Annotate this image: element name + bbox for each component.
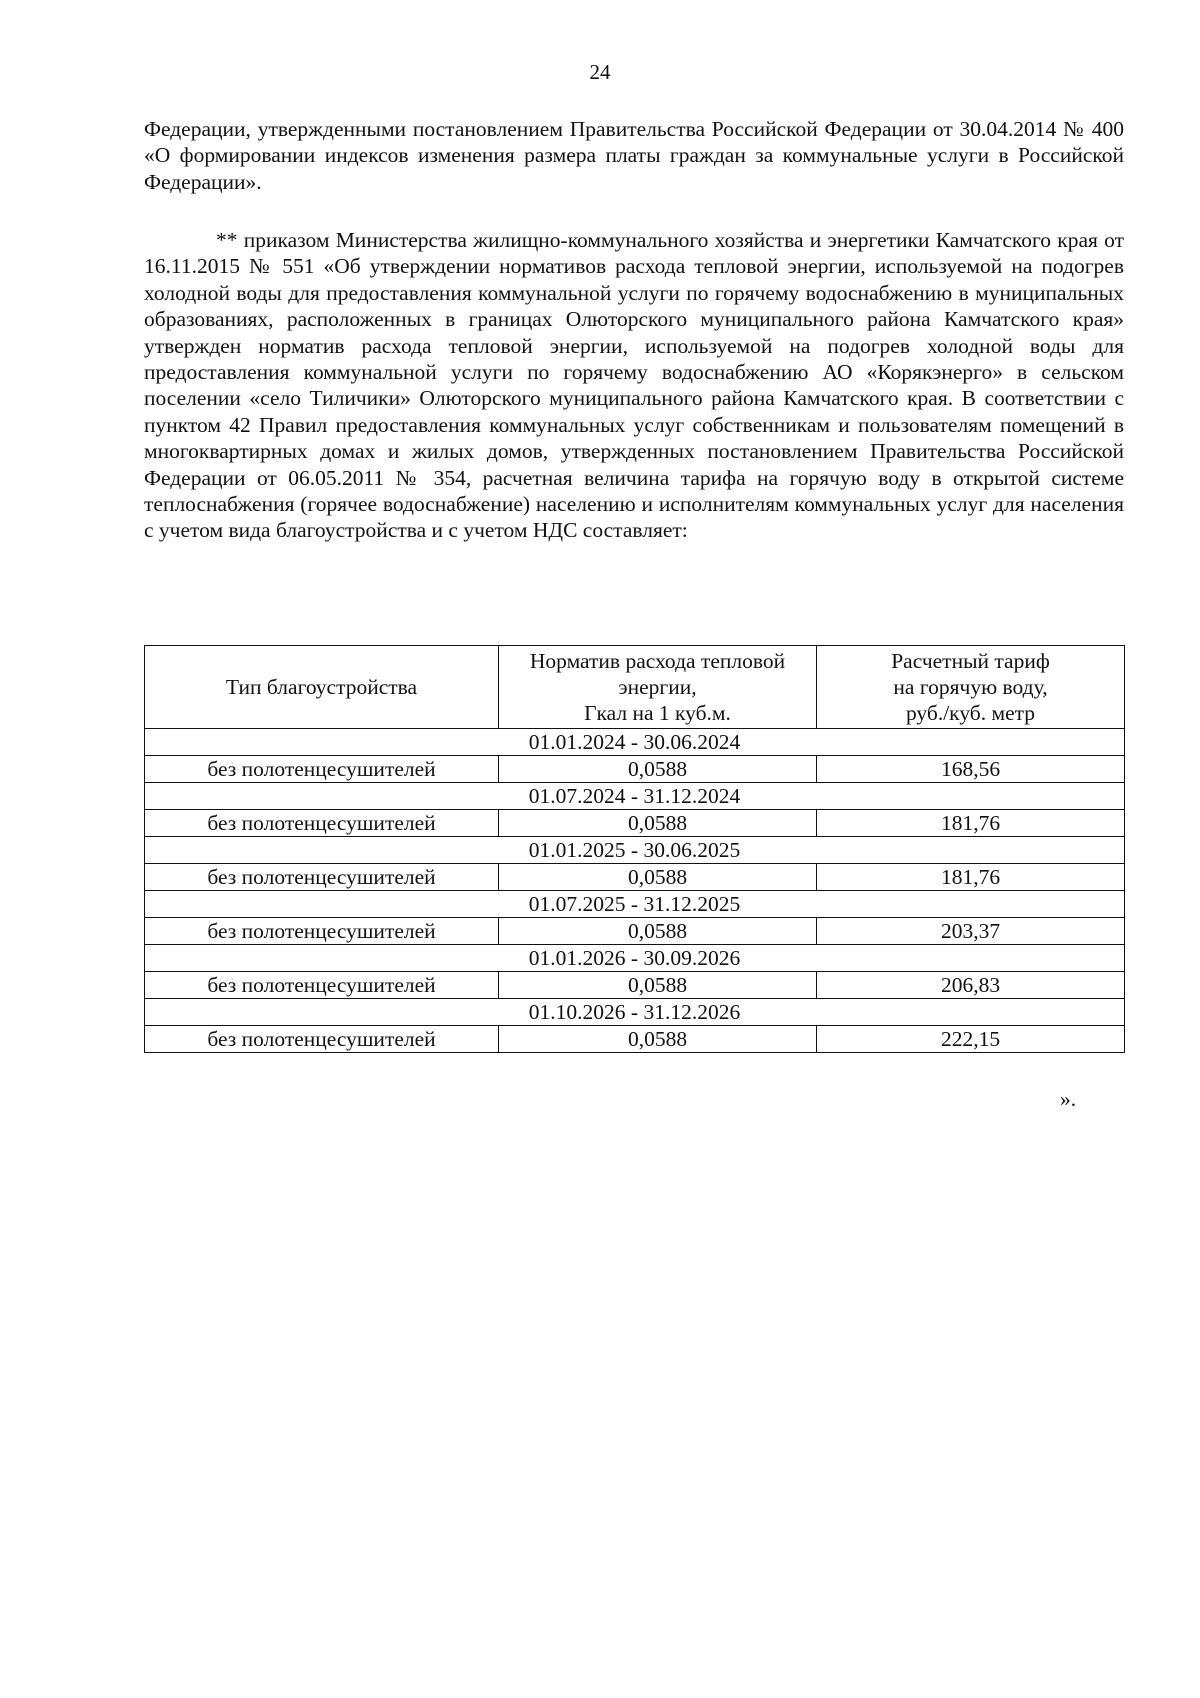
tariff-cell: 222,15: [817, 1026, 1125, 1053]
period-row: [145, 837, 1125, 864]
type-cell: без полотенцесушителей: [145, 1026, 499, 1053]
period-row: [145, 729, 1125, 756]
norm-cell: 0,0588: [499, 864, 817, 891]
type-cell: без полотенцесушителей: [145, 810, 499, 837]
period-cell: 01.07.2024 - 31.12.2024: [145, 783, 1125, 810]
norm-cell: 0,0588: [499, 918, 817, 945]
norm-cell: 0,0588: [499, 810, 817, 837]
type-cell: без полотенцесушителей: [145, 972, 499, 999]
paragraph-footnote: ** приказом Министерства жилищно-коммунального хозяйства и энергетики Камчатского края от 16.11.2015 № 551 «Об утверждении нормативов расхода тепловой энергии, используемой на подогрев холодной воды для предоставления коммунальной услуги по горячему водоснабжению в муниципальных образованиях, расположенных в границах Олюторского муниципального района Камчатского края» утвержден норматив расхода тепловой энергии, используемой на подогрев холодной воды для предоставления коммунальной услуги по горячему водоснабжению АО «Корякэнерго» в сельском поселении «село Тиличики» Олюторского муниципального района Камчатского края. В соответствии с пунктом 42 Правил предоставления коммунальных услуг собственникам и пользователям помещений в многоквартирных домах и жилых домов, утвержденных постановлением Правительства Российской Федерации от 06.05.2011 № 354, расчетная величина тарифа на горячую воду в открытой системе теплоснабжения (горячее водоснабжение) населению и исполнителям коммунальных услуг для населения с учетом вида благоустройства и с учетом НДС составляет:: [144, 228, 1124, 543]
table-row: [145, 810, 1125, 837]
period-cell: 01.01.2026 - 30.09.2026: [145, 945, 1125, 972]
table-row: [145, 918, 1125, 945]
page-number: 24: [589, 60, 611, 84]
header-norm: Норматив расхода тепловой энергии, Гкал на 1 куб.м.: [499, 646, 817, 729]
tariff-cell: 168,56: [817, 756, 1125, 783]
norm-cell: 0,0588: [499, 756, 817, 783]
period-cell: 01.01.2024 - 30.06.2024: [145, 729, 1125, 756]
table-row: [145, 972, 1125, 999]
period-row: [145, 945, 1125, 972]
type-cell: без полотенцесушителей: [145, 864, 499, 891]
period-row: [145, 891, 1125, 918]
norm-cell: 0,0588: [499, 1026, 817, 1053]
paragraph-continuation: Федерации, утвержденными постановлением Правительства Российской Федерации от 30.04.2014 № 400 «О формировании индексов изменения размера платы граждан за коммунальные услуги в Российской Федерации».: [144, 117, 1124, 194]
period-cell: 01.10.2026 - 31.12.2026: [145, 999, 1125, 1026]
tariff-cell: 206,83: [817, 972, 1125, 999]
period-cell: 01.01.2025 - 30.06.2025: [145, 837, 1125, 864]
type-cell: без полотенцесушителей: [145, 918, 499, 945]
type-cell: без полотенцесушителей: [145, 756, 499, 783]
header-tariff: Расчетный тариф на горячую воду, руб./куб. метр: [817, 646, 1125, 729]
table-row: [145, 864, 1125, 891]
period-row: [145, 999, 1125, 1026]
tariff-cell: 181,76: [817, 864, 1125, 891]
tariff-table: [144, 645, 1125, 1053]
tariff-cell: 203,37: [817, 918, 1125, 945]
header-type: Тип благоустройства: [145, 646, 499, 729]
period-cell: 01.07.2025 - 31.12.2025: [145, 891, 1125, 918]
norm-cell: 0,0588: [499, 972, 817, 999]
period-row: [145, 783, 1125, 810]
closing-quote-mark: ».: [1060, 1087, 1077, 1111]
tariff-cell: 181,76: [817, 810, 1125, 837]
table-row: [145, 756, 1125, 783]
table-row: [145, 1026, 1125, 1053]
table-header-row: [145, 646, 1125, 729]
